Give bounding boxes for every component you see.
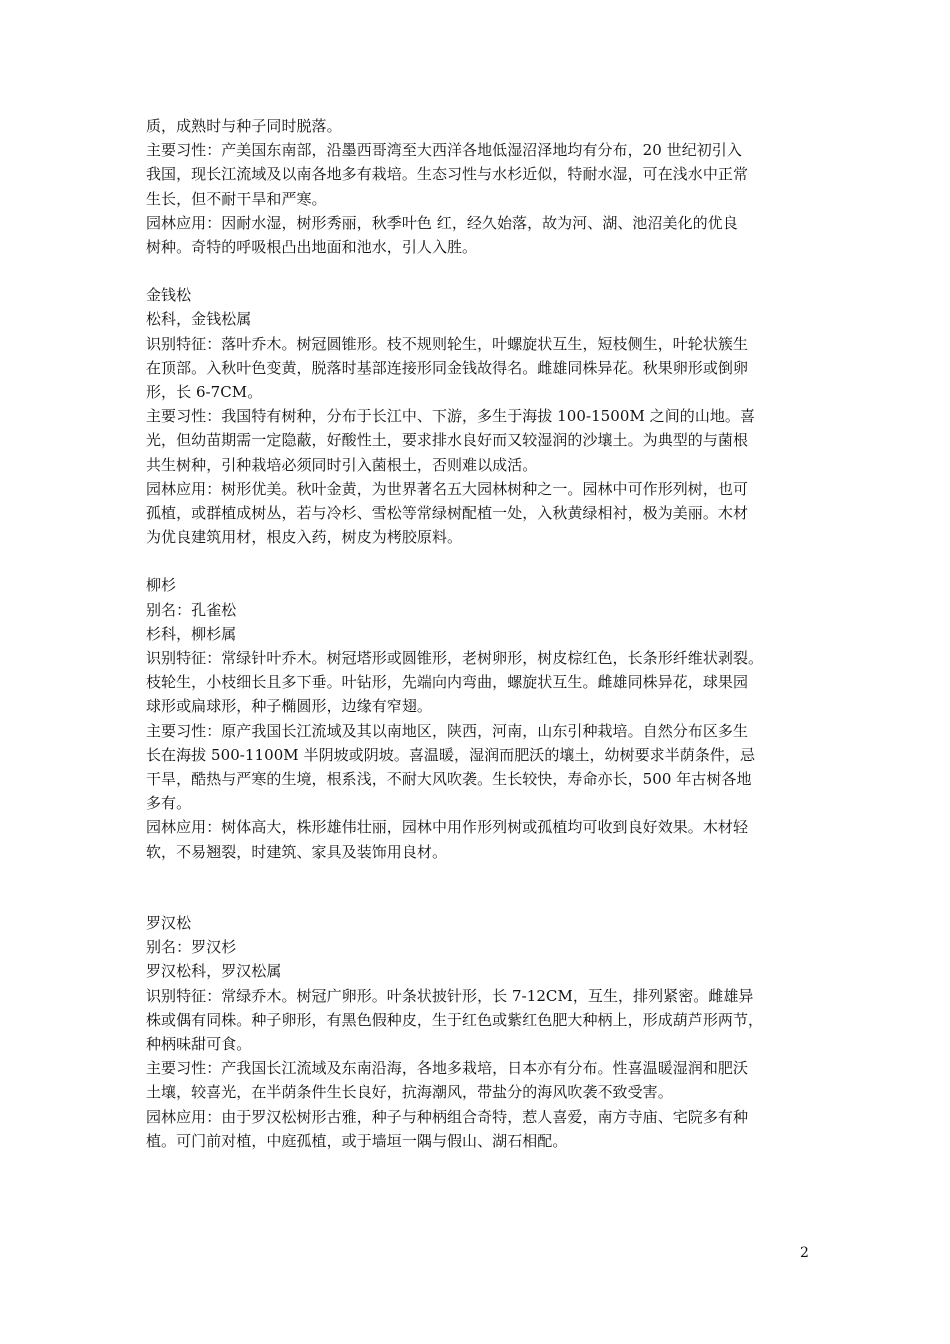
text-line: 光，但幼苗期需一定隐蔽，好酸性土，要求排水良好而又较湿润的沙壤土。为典型的与菌根	[146, 431, 749, 450]
section-golden-larch	[146, 283, 814, 549]
text-line: 孤植，或群植成树丛，若与冷杉、雪松等常绿树配植一处，入秋黄绿相衬，极为美丽。木材	[146, 504, 749, 523]
section-spacer	[146, 864, 814, 911]
text-line: 枝轮生，小枝细长且多下垂。叶钻形，先端向内弯曲，螺旋状互生。雌雄同株异花，球果园	[146, 673, 749, 692]
text-line: 生长，但不耐干旱和严寒。	[146, 189, 327, 208]
text-line: 识别特征：常绿乔木。树冠广卵形。叶条状披针形，长 7-12CM，互生，排列紧密。雌雄异	[146, 986, 754, 1005]
text-line: 我国，现长江流域及以南各地多有栽培。生态习性与水杉近似，特耐水湿，可在浅水中正常	[146, 165, 749, 184]
text-line: 主要习性：原产我国长江流域及其以南地区，陕西，河南，山东引种栽培。自然分布区多生	[146, 721, 749, 740]
section-title: 金钱松	[146, 286, 192, 305]
text-line: 共生树种，引种栽培必须同时引入菌根土，否则难以成活。	[146, 455, 538, 474]
text-line: 别名：罗汉杉	[146, 938, 237, 957]
section-spacer	[146, 549, 814, 573]
text-line: 在顶部。入秋叶色变黄，脱落时基部连接形同金钱故得名。雌雄同株异花。秋果卵形或倒卵	[146, 358, 749, 377]
text-line: 球形或扁球形，种子椭圆形，边缘有窄翅。	[146, 697, 432, 716]
text-line: 园林应用：树体高大，株形雄伟壮丽，园林中用作形列树或孤植均可收到良好效果。木材轻	[146, 818, 749, 837]
section-japanese-cedar	[146, 573, 814, 863]
text-line: 质，成熟时与种子同时脱落。	[146, 117, 342, 135]
text-line: 园林应用：由于罗汉松树形古雅，种子与种柄组合奇特，惹人喜爱，南方寺庙、宅院多有种	[146, 1107, 749, 1126]
section-taxodium-continued	[146, 114, 814, 259]
text-line: 植。可门前对植，中庭孤植，或于墙垣一隅与假山、湖石相配。	[146, 1131, 568, 1150]
text-line: 树种。奇特的呼吸根凸出地面和池水，引人入胜。	[146, 238, 478, 257]
text-line: 形，长 6-7CM。	[146, 383, 263, 402]
text-line: 识别特征：落叶乔木。树冠圆锥形。枝不规则轮生，叶螺旋状互生，短枝侧生，叶轮状簇生	[146, 334, 749, 353]
text-line: 园林应用：因耐水湿，树形秀丽，秋季叶色 红，经久始落，故为河、湖、池沼美化的优良	[146, 213, 738, 232]
text-line: 多有。	[146, 794, 192, 813]
section-buddhist-pine	[146, 911, 814, 1153]
text-line: 为优良建筑用材，根皮入药，树皮为栲胶原料。	[146, 528, 463, 547]
text-line: 主要习性：我国特有树种，分布于长江中、下游，多生于海拔 100-1500M 之间的山地。喜	[146, 407, 756, 426]
text-line: 株或偶有同株。种子卵形，有黑色假种皮，生于红色或紫红色肥大种柄上，形成葫芦形两节，	[146, 1010, 764, 1029]
text-line: 别名：孔雀松	[146, 600, 237, 619]
text-line: 松科，金钱松属	[146, 310, 252, 329]
text-line: 软，不易翘裂，时建筑、家具及装饰用良材。	[146, 842, 448, 861]
text-line: 罗汉松科，罗汉松属	[146, 962, 282, 981]
text-line: 识别特征：常绿针叶乔木。树冠塔形或圆锥形，老树卵形，树皮棕红色，长条形纤维状剥裂。	[146, 649, 764, 668]
text-line: 土壤，较喜光，在半荫条件生长良好，抗海潮风，带盐分的海风吹袭不致受害。	[146, 1083, 673, 1102]
text-line: 主要习性：产美国东南部，沿墨西哥湾至大西洋各地低湿沼泽地均有分布，20 世纪初引入	[146, 141, 742, 160]
text-line: 长在海拔 500-1100M 半阴坡或阴坡。喜温暖，湿润而肥沃的壤土，幼树要求半荫条件，忌	[146, 745, 756, 764]
text-line: 杉科，柳杉属	[146, 624, 237, 643]
text-line: 主要习性：产我国长江流域及东南沿海，各地多栽培，日本亦有分布。性喜温暖湿润和肥沃	[146, 1059, 749, 1078]
text-line: 园林应用：树形优美。秋叶金黄，为世界著名五大园林树种之一。园林中可作形列树，也可	[146, 479, 749, 498]
section-title: 柳杉	[146, 576, 177, 595]
document-body	[146, 114, 814, 1153]
page-number: 2	[800, 1245, 809, 1261]
text-line: 干旱，酷热与严寒的生境，根系浅，不耐大风吹袭。生长较快，寿命亦长，500 年古树各地	[146, 770, 752, 789]
section-title: 罗汉松	[146, 913, 192, 932]
text-line: 种柄味甜可食。	[146, 1034, 252, 1053]
section-spacer	[146, 259, 814, 283]
